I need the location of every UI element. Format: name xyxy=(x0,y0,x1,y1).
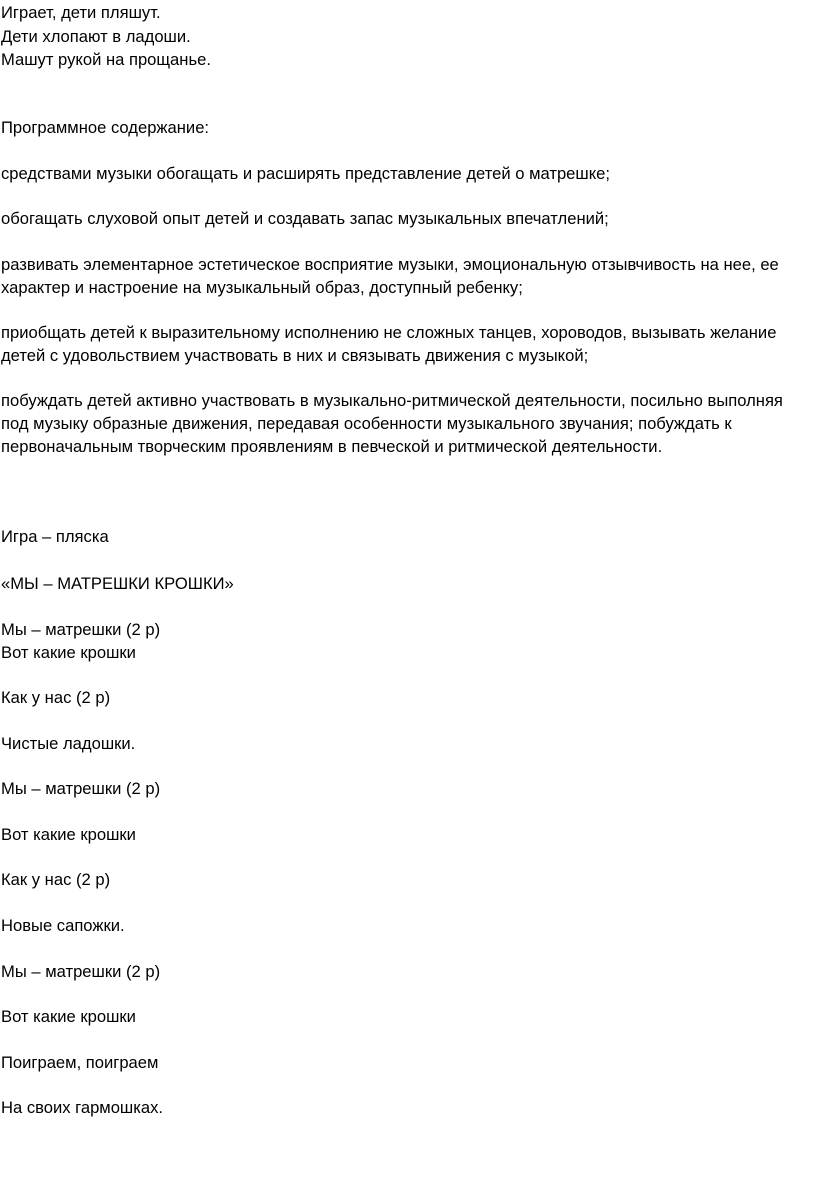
song-line: Поиграем, поиграем xyxy=(1,1053,159,1072)
intro-line: Машут рукой на прощанье. xyxy=(1,50,211,69)
program-item-line: побуждать детей активно участвовать в музыкально-ритмической деятельности, посильно выполняя xyxy=(1,391,783,410)
program-item-line: под музыку образные движения, передавая особенности музыкального звучания; побуждать к xyxy=(1,414,732,433)
song-line: Чистые ладошки. xyxy=(1,734,136,753)
song-line: Вот какие крошки xyxy=(1,643,136,662)
song-line: Мы – матрешки (2 р) xyxy=(1,620,161,639)
song-line: На своих гармошках. xyxy=(1,1098,164,1117)
intro-line: Играет, дети пляшут. xyxy=(1,3,161,22)
song-line: Мы – матрешки (2 р) xyxy=(1,779,161,798)
game-label: Игра – пляска xyxy=(1,527,109,546)
song-line: Мы – матрешки (2 р) xyxy=(1,962,161,981)
intro-line: Дети хлопают в ладоши. xyxy=(1,27,191,46)
song-line: Как у нас (2 р) xyxy=(1,688,111,707)
program-item-line: развивать элементарное эстетическое восприятие музыки, эмоциональную отзывчивость на нее, ее xyxy=(1,255,779,274)
program-item-line: первоначальным творческим проявлениям в певческой и ритмической деятельности. xyxy=(1,437,663,456)
song-line: Новые сапожки. xyxy=(1,916,125,935)
song-line: Вот какие крошки xyxy=(1,1007,136,1026)
song-line: Как у нас (2 р) xyxy=(1,870,111,889)
program-heading: Программное содержание: xyxy=(1,118,210,137)
program-item-line: средствами музыки обогащать и расширять представление детей о матрешке; xyxy=(1,164,610,183)
program-item-line: детей с удовольствием участвовать в них и связывать движения с музыкой; xyxy=(1,346,589,365)
game-title: «МЫ – МАТРЕШКИ КРОШКИ» xyxy=(1,574,234,593)
program-item-line: обогащать слуховой опыт детей и создавать запас музыкальных впечатлений; xyxy=(1,209,609,228)
program-item-line: характер и настроение на музыкальный образ, доступный ребенку; xyxy=(1,278,523,297)
program-item-line: приобщать детей к выразительному исполнению не сложных танцев, хороводов, вызывать желание xyxy=(1,323,777,342)
song-line: Вот какие крошки xyxy=(1,825,136,844)
